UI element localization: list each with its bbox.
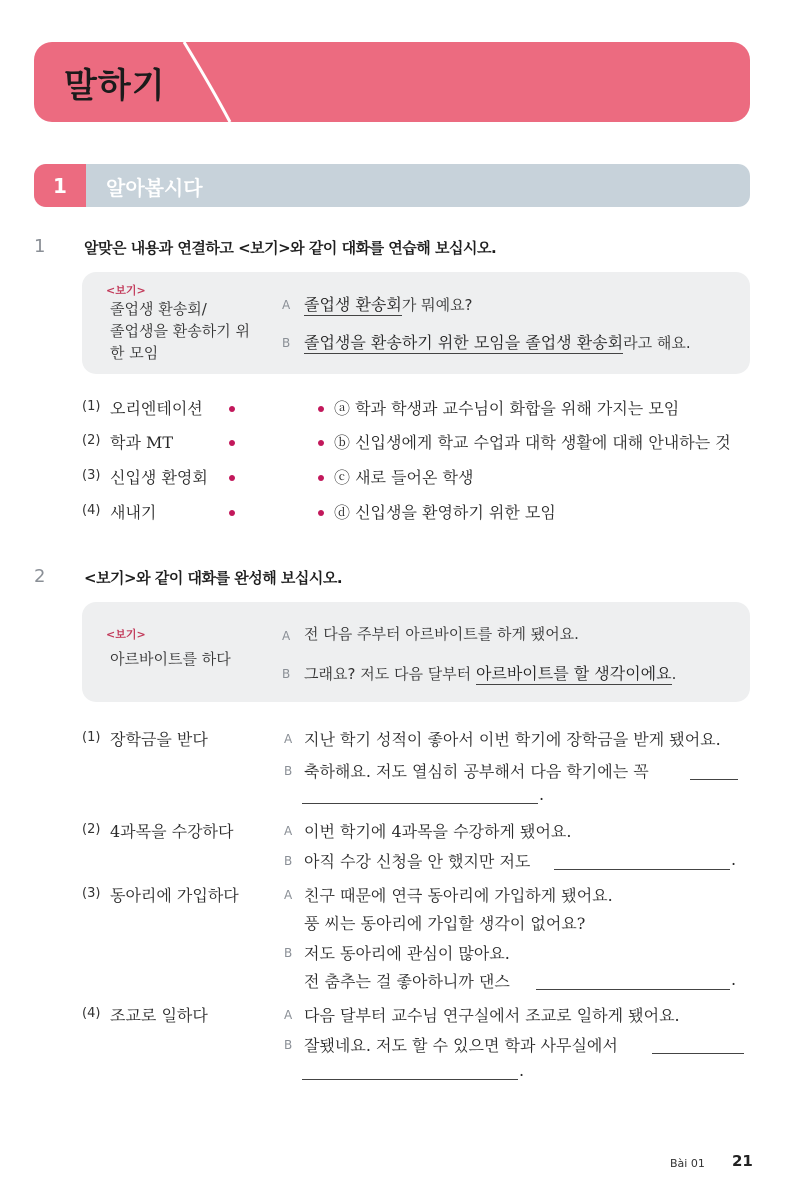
speaker-a-marker: A [282, 629, 291, 643]
section-number: 1 [34, 164, 86, 207]
exercise-a-line: 지난 학기 성적이 좋아서 이번 학기에 장학금을 받게 됐어요. [304, 730, 721, 749]
exercise-a-line: 이번 학기에 4과목을 수강하게 됐어요. [304, 822, 572, 841]
answer-blank[interactable] [554, 868, 730, 870]
answer-blank[interactable] [652, 1052, 744, 1054]
example-tag: <보기> [106, 628, 146, 641]
exercise-number: (2) [82, 822, 101, 837]
exercise-label: 동아리에 가입하다 [110, 886, 239, 905]
exercise-label: 4과목을 수강하다 [110, 822, 234, 841]
exercise-a-line: 풍 씨는 동아리에 가입할 생각이 없어요? [304, 914, 586, 933]
exercise-a-line: 다음 달부터 교수님 연구실에서 조교로 일하게 됐어요. [304, 1006, 680, 1025]
example-label-line: 졸업생을 환송하기 위 [110, 322, 250, 340]
handwritten-answer: 졸업생 환송회 [304, 295, 402, 314]
example-label [110, 298, 250, 364]
speaker-b-marker: B [284, 946, 293, 960]
match-dot[interactable] [229, 440, 235, 446]
example-box-2 [82, 602, 750, 702]
match-left-item: 신입생 환영회 [110, 468, 208, 487]
question-2-instruction: <보기>와 같이 대화를 완성해 보십시오. [84, 569, 343, 587]
match-right-item: ⓑ 신입생에게 학교 수업과 대학 생활에 대해 안내하는 것 [334, 433, 731, 452]
example-a-rest: 가 뭐예요? [401, 296, 473, 314]
speaker-b-marker: B [284, 854, 293, 868]
speaker-b-marker: B [282, 667, 291, 681]
match-dot[interactable] [318, 406, 324, 412]
example-b-line [304, 330, 691, 353]
handwritten-answer: 졸업생을 환송하기 위한 모임을 졸업생 환송회 [304, 333, 624, 352]
speaker-a-marker: A [284, 824, 293, 838]
match-item-number: (4) [82, 503, 101, 518]
answer-blank[interactable] [536, 988, 730, 990]
example-b-end: . [671, 665, 677, 683]
footer-lesson: Bài 01 [670, 1157, 705, 1170]
header-banner [34, 42, 750, 122]
match-dot[interactable] [318, 475, 324, 481]
speaker-b-marker: B [284, 1038, 293, 1052]
exercise-number: (3) [82, 886, 101, 901]
question-1-instruction: 알맞은 내용과 연결하고 <보기>와 같이 대화를 연습해 보십시오. [84, 239, 497, 257]
exercise-b-line: 아직 수강 신청을 안 했지만 저도 [304, 852, 531, 871]
example-a-line: 전 다음 주부터 아르바이트를 하게 됐어요. [304, 625, 579, 643]
match-left-item: 오리엔테이션 [110, 399, 203, 418]
example-a-line [304, 292, 473, 315]
exercise-b-line: 축하해요. 저도 열심히 공부해서 다음 학기에는 꼭 [304, 762, 649, 781]
period: . [731, 850, 737, 869]
exercise-b-line: 전 춤추는 걸 좋아하니까 댄스 [304, 972, 510, 991]
match-left-item: 새내기 [110, 503, 157, 522]
exercise-b-line: 저도 동아리에 관심이 많아요. [304, 944, 510, 963]
period: . [731, 970, 737, 989]
page-title: 말하기 [64, 66, 166, 106]
match-dot[interactable] [318, 440, 324, 446]
speaker-a-marker: A [282, 298, 291, 312]
match-right-item: ⓐ 학과 학생과 교수님이 화합을 위해 가지는 모임 [334, 399, 680, 418]
speaker-b-marker: B [284, 764, 293, 778]
example-label-line: 졸업생 환송회/ [110, 300, 207, 318]
exercise-number: (1) [82, 730, 101, 745]
match-right-item: ⓒ 새로 들어온 학생 [334, 468, 474, 487]
match-dot[interactable] [318, 510, 324, 516]
example-label: 아르바이트를 하다 [110, 650, 231, 668]
exercise-label: 조교로 일하다 [110, 1006, 208, 1025]
period: . [519, 1061, 525, 1080]
match-item-number: (3) [82, 468, 101, 483]
speaker-b-marker: B [282, 336, 291, 350]
match-right-item: ⓓ 신입생을 환영하기 위한 모임 [334, 503, 556, 522]
match-left-item: 학과 MT [110, 433, 174, 452]
example-b-text: 그래요? 저도 다음 달부터 [304, 665, 476, 683]
answer-blank[interactable] [302, 1078, 518, 1080]
answer-blank[interactable] [690, 778, 738, 780]
section-title: 알아봅시다 [106, 176, 203, 200]
answer-blank[interactable] [302, 802, 538, 804]
exercise-label: 장학금을 받다 [110, 730, 208, 749]
handwritten-answer: 아르바이트를 할 생각이에요 [475, 664, 672, 683]
match-item-number: (2) [82, 433, 101, 448]
question-2-number: 2 [34, 566, 46, 587]
match-dot[interactable] [229, 510, 235, 516]
speaker-a-marker: A [284, 888, 293, 902]
example-b-line [304, 661, 676, 684]
example-label-line: 한 모임 [110, 344, 159, 362]
section-bar [34, 164, 750, 207]
period: . [539, 785, 545, 804]
exercise-a-line: 친구 때문에 연극 동아리에 가입하게 됐어요. [304, 886, 613, 905]
match-dot[interactable] [229, 406, 235, 412]
exercise-number: (4) [82, 1006, 101, 1021]
example-box-1 [82, 272, 750, 374]
exercise-b-line: 잘됐네요. 저도 할 수 있으면 학과 사무실에서 [304, 1036, 618, 1055]
match-item-number: (1) [82, 399, 101, 414]
page-number: 21 [732, 1152, 753, 1170]
question-1-number: 1 [34, 236, 46, 257]
match-dot[interactable] [229, 475, 235, 481]
speaker-a-marker: A [284, 1008, 293, 1022]
example-tag: <보기> [106, 284, 146, 297]
example-b-rest: 라고 해요. [623, 334, 691, 352]
speaker-a-marker: A [284, 732, 293, 746]
